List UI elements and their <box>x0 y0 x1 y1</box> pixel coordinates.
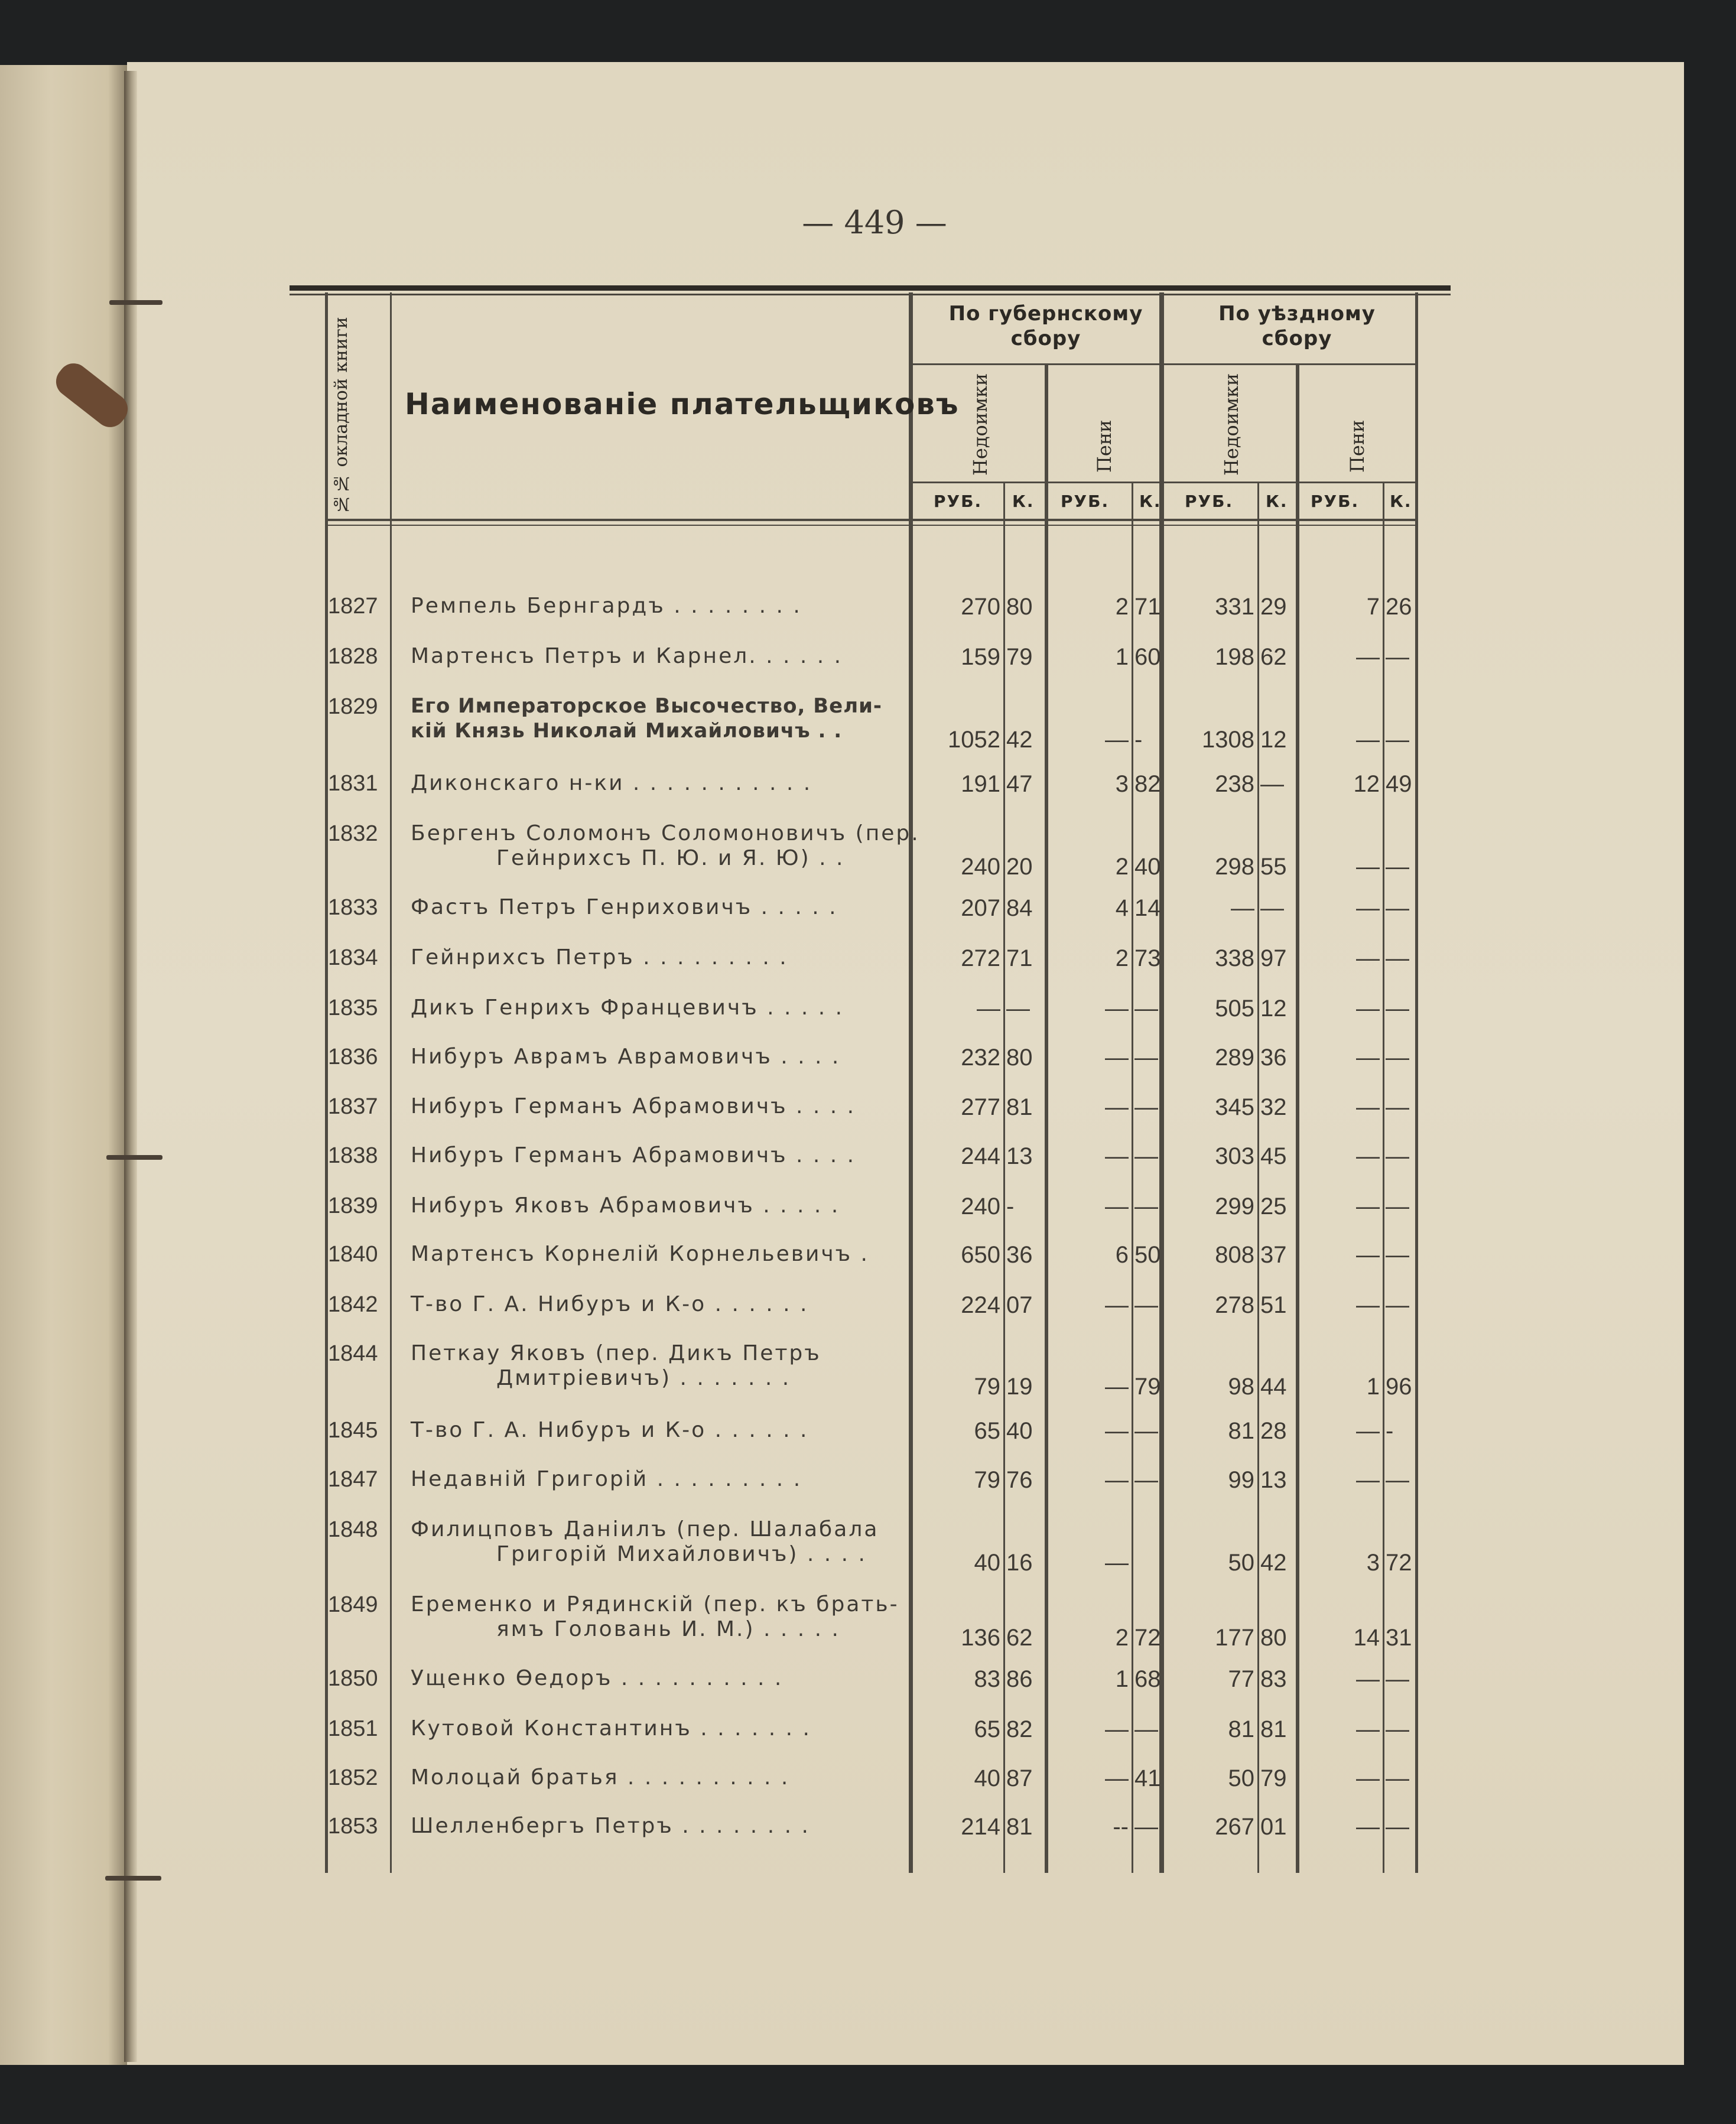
amount-u-n-r: 98 <box>1228 1374 1254 1400</box>
amount-u-p-r: — <box>1356 1467 1380 1493</box>
book-number: 1845 <box>328 1418 378 1443</box>
book-number: 1842 <box>328 1292 378 1317</box>
amount-g-n-k: 16 <box>1006 1550 1033 1576</box>
payer-name: Мартенсъ Петръ и Карнел. . . . . . <box>411 644 843 668</box>
amount-u-n-r: 50 <box>1228 1550 1254 1576</box>
amount-g-p-k: — <box>1134 1045 1158 1071</box>
payer-name: Бергенъ Соломонъ Соломоновичъ (пер. <box>411 821 920 845</box>
amount-u-p-r: — <box>1356 895 1380 921</box>
amount-u-n-r: 77 <box>1228 1666 1254 1692</box>
unit-kop: К. <box>1266 492 1288 511</box>
amount-g-p-r: — <box>1105 1418 1129 1444</box>
amount-u-n-k: 12 <box>1260 996 1287 1022</box>
header-penalties: Пени <box>1093 419 1116 473</box>
amount-u-p-r: — <box>1356 1814 1380 1840</box>
book-number: 1850 <box>328 1666 378 1691</box>
amount-u-n-k: 83 <box>1260 1666 1287 1692</box>
amount-u-n-k: 81 <box>1260 1716 1287 1742</box>
payer-name: Недавній Григорій . . . . . . . . . <box>411 1467 802 1491</box>
column-rule <box>1257 482 1259 1873</box>
amount-u-n-r: — <box>1231 895 1254 921</box>
amount-g-p-k: — <box>1134 1814 1158 1840</box>
amount-g-p-r: 6 <box>1115 1242 1129 1268</box>
amount-u-n-k: 36 <box>1260 1045 1287 1071</box>
amount-g-n-r: 272 <box>961 945 1000 971</box>
left-page-edge <box>0 65 127 2065</box>
column-rule <box>1383 482 1384 1873</box>
amount-g-p-r: 4 <box>1115 895 1129 921</box>
amount-g-p-k: 68 <box>1134 1666 1161 1692</box>
top-rule-thin <box>290 294 1451 295</box>
amount-g-n-k: 80 <box>1006 594 1033 620</box>
header-rule <box>913 363 1415 365</box>
amount-g-n-k: 81 <box>1006 1094 1033 1120</box>
column-rule <box>1132 482 1133 1873</box>
amount-g-p-k: 41 <box>1134 1765 1161 1791</box>
amount-g-p-k: — <box>1134 996 1158 1022</box>
book-spine <box>124 71 137 2062</box>
amount-g-n-r: 40 <box>974 1765 1000 1791</box>
amount-g-n-r: 40 <box>974 1550 1000 1576</box>
amount-g-n-r: 65 <box>974 1418 1000 1444</box>
payer-name: Филицповъ Даніилъ (пер. Шалабала <box>411 1517 879 1541</box>
amount-u-p-k: — <box>1386 996 1409 1022</box>
amount-g-n-r: 650 <box>961 1242 1000 1268</box>
book-number: 1853 <box>328 1814 378 1839</box>
page-number: — 449 — <box>802 204 947 241</box>
amount-u-n-k: 55 <box>1260 854 1287 880</box>
amount-u-n-r: 303 <box>1215 1143 1254 1169</box>
book-number: 1839 <box>328 1193 378 1218</box>
unit-kop: К. <box>1390 492 1412 511</box>
amount-u-p-k: — <box>1386 1094 1409 1120</box>
amount-u-n-r: 81 <box>1228 1418 1254 1444</box>
amount-g-n-k: 40 <box>1006 1418 1033 1444</box>
amount-g-p-k: — <box>1134 1418 1158 1444</box>
amount-u-n-r: 331 <box>1215 594 1254 620</box>
amount-g-p-k: 79 <box>1134 1374 1161 1400</box>
amount-u-n-k: 25 <box>1260 1193 1287 1219</box>
amount-u-p-k: — <box>1386 1143 1409 1169</box>
amount-g-n-r: 79 <box>974 1374 1000 1400</box>
book-number: 1836 <box>328 1045 378 1069</box>
amount-u-n-r: 345 <box>1215 1094 1254 1120</box>
amount-u-n-k: 62 <box>1260 644 1287 670</box>
amount-g-n-k: 19 <box>1006 1374 1033 1400</box>
payer-name: Гейнрихсъ Петръ . . . . . . . . . <box>411 945 788 970</box>
amount-u-n-r: 99 <box>1228 1467 1254 1493</box>
amount-u-n-r: 298 <box>1215 854 1254 880</box>
payer-name: Петкау Яковъ (пер. Дикъ Петръ <box>411 1341 821 1365</box>
payer-name: Шелленбергъ Петръ . . . . . . . . <box>411 1814 810 1838</box>
amount-u-p-r: 3 <box>1366 1550 1380 1576</box>
amount-u-n-k: — <box>1260 895 1284 921</box>
payer-name: Ущенко Өедоръ . . . . . . . . . . <box>411 1666 784 1690</box>
amount-u-p-r: — <box>1356 644 1380 670</box>
amount-g-p-k: 40 <box>1134 854 1161 880</box>
amount-g-n-k: 84 <box>1006 895 1033 921</box>
column-rule <box>909 292 913 1873</box>
amount-g-p-r: — <box>1105 1143 1129 1169</box>
amount-u-p-k: — <box>1386 644 1409 670</box>
book-number: 1838 <box>328 1143 378 1168</box>
book-number: 1852 <box>328 1765 378 1790</box>
amount-g-n-r: 83 <box>974 1666 1000 1692</box>
amount-u-n-k: — <box>1260 771 1284 797</box>
amount-g-n-r: 1052 <box>948 727 1000 753</box>
amount-g-p-k: 82 <box>1134 771 1161 797</box>
amount-g-n-r: 79 <box>974 1467 1000 1493</box>
amount-u-p-r: — <box>1356 1094 1380 1120</box>
amount-g-n-k: 86 <box>1006 1666 1033 1692</box>
amount-g-p-r: — <box>1105 996 1129 1022</box>
amount-g-p-r: — <box>1105 1292 1129 1318</box>
amount-g-n-r: 214 <box>961 1814 1000 1840</box>
amount-g-n-r: 277 <box>961 1094 1000 1120</box>
amount-u-p-r: — <box>1356 1765 1380 1791</box>
amount-g-p-r: 3 <box>1115 771 1129 797</box>
amount-g-n-r: 224 <box>961 1292 1000 1318</box>
amount-g-n-k: 71 <box>1006 945 1033 971</box>
amount-g-p-r: — <box>1105 1550 1129 1576</box>
column-rule <box>1415 292 1418 1873</box>
amount-g-p-r: — <box>1105 1094 1129 1120</box>
amount-g-n-k: 07 <box>1006 1292 1033 1318</box>
amount-g-p-r: — <box>1105 1045 1129 1071</box>
amount-u-n-r: 177 <box>1215 1625 1254 1651</box>
payer-name: Нибуръ Германъ Абрамовичъ . . . . <box>411 1094 856 1118</box>
book-number: 1840 <box>328 1242 378 1267</box>
amount-u-p-r: 1 <box>1366 1374 1380 1400</box>
amount-g-n-r: — <box>977 996 1000 1022</box>
amount-u-p-r: — <box>1356 1193 1380 1219</box>
book-number: 1849 <box>328 1592 378 1617</box>
amount-g-n-k: - <box>1006 1193 1015 1219</box>
header-rule <box>325 519 1418 521</box>
amount-g-p-k: — <box>1134 1716 1158 1742</box>
amount-u-n-k: 01 <box>1260 1814 1287 1840</box>
column-rule <box>390 292 392 1873</box>
amount-u-n-r: 808 <box>1215 1242 1254 1268</box>
binding-thread <box>109 300 162 305</box>
amount-g-p-r: — <box>1105 1193 1129 1219</box>
amount-g-n-k: 36 <box>1006 1242 1033 1268</box>
amount-g-n-r: 270 <box>961 594 1000 620</box>
header-payer-name: Наименованіе плательщиковъ <box>405 387 960 421</box>
unit-rub: РУБ. <box>1311 492 1360 511</box>
book-number: 1844 <box>328 1341 378 1366</box>
amount-g-n-r: 65 <box>974 1716 1000 1742</box>
amount-u-n-k: 12 <box>1260 727 1287 753</box>
amount-g-p-r: — <box>1105 1467 1129 1493</box>
unit-rub: РУБ. <box>1061 492 1110 511</box>
amount-u-n-r: 505 <box>1215 996 1254 1022</box>
payer-name: Дикъ Генрихъ Францевичъ . . . . . <box>411 996 844 1020</box>
payer-name: Молоцай братья . . . . . . . . . . <box>411 1765 790 1790</box>
amount-u-n-k: 37 <box>1260 1242 1287 1268</box>
amount-u-p-k: — <box>1386 1045 1409 1071</box>
amount-g-n-k: 87 <box>1006 1765 1033 1791</box>
amount-u-p-r: — <box>1356 1292 1380 1318</box>
book-number: 1828 <box>328 644 378 669</box>
amount-u-n-k: 29 <box>1260 594 1287 620</box>
column-rule <box>1045 363 1048 1873</box>
amount-u-p-r: 7 <box>1366 594 1380 620</box>
amount-u-n-k: 45 <box>1260 1143 1287 1169</box>
amount-u-p-k: 26 <box>1386 594 1412 620</box>
amount-g-p-k: 50 <box>1134 1242 1161 1268</box>
amount-u-n-r: 198 <box>1215 644 1254 670</box>
amount-g-n-k: 62 <box>1006 1625 1033 1651</box>
amount-u-p-r: — <box>1356 854 1380 880</box>
amount-g-n-r: 207 <box>961 895 1000 921</box>
amount-u-n-r: 81 <box>1228 1716 1254 1742</box>
amount-u-p-k: 72 <box>1386 1550 1412 1576</box>
amount-g-p-r: 1 <box>1115 644 1129 670</box>
amount-g-n-k: — <box>1006 996 1030 1022</box>
book-number: 1833 <box>328 895 378 920</box>
amount-g-n-r: 240 <box>961 1193 1000 1219</box>
amount-g-n-k: 82 <box>1006 1716 1033 1742</box>
amount-u-p-k: — <box>1386 1292 1409 1318</box>
amount-u-n-k: 44 <box>1260 1374 1287 1400</box>
book-number: 1835 <box>328 996 378 1020</box>
payer-name: Его Императорское Высочество, Вели- <box>411 694 883 718</box>
payer-name: Мартенсъ Корнелій Корнельевичъ . <box>411 1242 869 1266</box>
amount-u-n-k: 79 <box>1260 1765 1287 1791</box>
book-number: 1848 <box>328 1517 378 1542</box>
book-number: 1827 <box>328 594 378 619</box>
amount-g-n-r: 159 <box>961 644 1000 670</box>
amount-u-p-r: — <box>1356 1716 1380 1742</box>
amount-g-p-r: 2 <box>1115 1625 1129 1651</box>
amount-u-n-k: 13 <box>1260 1467 1287 1493</box>
amount-u-n-k: 28 <box>1260 1418 1287 1444</box>
payer-name: Нибуръ Аврамъ Аврамовичъ . . . . <box>411 1045 841 1069</box>
column-rule <box>1003 482 1005 1873</box>
amount-g-n-r: 240 <box>961 854 1000 880</box>
amount-g-p-r: — <box>1105 727 1129 753</box>
amount-u-p-k: — <box>1386 1666 1409 1692</box>
amount-u-p-k: — <box>1386 1467 1409 1493</box>
amount-g-p-k: - <box>1134 727 1143 753</box>
amount-u-p-k: — <box>1386 1193 1409 1219</box>
amount-u-n-r: 338 <box>1215 945 1254 971</box>
amount-g-n-k: 42 <box>1006 727 1033 753</box>
amount-u-p-r: — <box>1356 1045 1380 1071</box>
book-number: 1829 <box>328 694 378 719</box>
unit-rub: РУБ. <box>934 492 983 511</box>
amount-u-p-r: — <box>1356 996 1380 1022</box>
amount-u-n-k: 32 <box>1260 1094 1287 1120</box>
amount-g-p-r: 2 <box>1115 594 1129 620</box>
amount-g-p-k: — <box>1134 1193 1158 1219</box>
column-rule <box>325 292 328 1873</box>
header-penalties: Пени <box>1346 419 1368 473</box>
payer-name: Нибуръ Яковъ Абрамовичъ . . . . . <box>411 1193 840 1218</box>
amount-g-n-r: 244 <box>961 1143 1000 1169</box>
amount-u-p-r: — <box>1356 1418 1380 1444</box>
amount-u-p-k: — <box>1386 1814 1409 1840</box>
header-district-fee: По уѣздному сбору <box>1218 302 1376 350</box>
amount-g-p-k: 14 <box>1134 895 1161 921</box>
amount-g-p-k: 71 <box>1134 594 1161 620</box>
unit-kop: К. <box>1012 492 1035 511</box>
amount-u-p-r: — <box>1356 1242 1380 1268</box>
amount-g-p-r: -- <box>1113 1814 1129 1840</box>
amount-g-n-r: 136 <box>961 1625 1000 1651</box>
amount-u-p-k: — <box>1386 1242 1409 1268</box>
amount-u-n-k: 51 <box>1260 1292 1287 1318</box>
amount-g-n-k: 76 <box>1006 1467 1033 1493</box>
amount-g-n-k: 80 <box>1006 1045 1033 1071</box>
amount-u-p-k: — <box>1386 727 1409 753</box>
book-number: 1851 <box>328 1716 378 1741</box>
amount-u-n-r: 1308 <box>1202 727 1254 753</box>
header-provincial-fee: По губернскому сбору <box>948 302 1143 350</box>
amount-g-p-k: — <box>1134 1094 1158 1120</box>
amount-u-n-r: 289 <box>1215 1045 1254 1071</box>
book-number: 1847 <box>328 1467 378 1492</box>
header-arrears: Недоимки <box>1220 373 1243 476</box>
amount-u-n-k: 80 <box>1260 1625 1287 1651</box>
binding-thread <box>106 1155 162 1160</box>
amount-g-p-r: 2 <box>1115 945 1129 971</box>
amount-g-p-r: 1 <box>1115 1666 1129 1692</box>
amount-u-n-r: 299 <box>1215 1193 1254 1219</box>
amount-g-n-r: 232 <box>961 1045 1000 1071</box>
amount-u-p-k: — <box>1386 945 1409 971</box>
book-number: 1834 <box>328 945 378 970</box>
amount-g-n-k: 47 <box>1006 771 1033 797</box>
amount-u-n-k: 97 <box>1260 945 1287 971</box>
amount-u-p-r: 12 <box>1353 771 1380 797</box>
amount-u-n-k: 42 <box>1260 1550 1287 1576</box>
amount-u-p-r: — <box>1356 727 1380 753</box>
amount-u-p-k: — <box>1386 1716 1409 1742</box>
payer-name: Т-во Г. А. Нибуръ и К-о . . . . . . <box>411 1418 809 1442</box>
amount-g-p-r: — <box>1105 1374 1129 1400</box>
amount-u-p-k: - <box>1386 1418 1394 1444</box>
payer-name-cont: Дмитріевичъ) . . . . . . . <box>496 1366 791 1390</box>
book-number: 1837 <box>328 1094 378 1119</box>
amount-u-n-r: 267 <box>1215 1814 1254 1840</box>
header-arrears: Недоимки <box>969 373 991 476</box>
binding-thread <box>105 1876 161 1881</box>
book-number: 1832 <box>328 821 378 846</box>
amount-u-n-r: 238 <box>1215 771 1254 797</box>
amount-u-p-r: — <box>1356 945 1380 971</box>
payer-name-cont: кій Князь Николай Михайловичъ . . <box>411 719 843 743</box>
amount-u-p-k: — <box>1386 895 1409 921</box>
amount-u-n-r: 50 <box>1228 1765 1254 1791</box>
unit-kop: К. <box>1139 492 1162 511</box>
amount-u-p-k: 49 <box>1386 771 1412 797</box>
payer-name-cont: Гейнрихсъ П. Ю. и Я. Ю) . . <box>496 846 845 870</box>
amount-g-p-k: 73 <box>1134 945 1161 971</box>
book-number: 1831 <box>328 771 378 796</box>
amount-u-n-r: 278 <box>1215 1292 1254 1318</box>
amount-g-n-k: 13 <box>1006 1143 1033 1169</box>
amount-u-p-k: — <box>1386 854 1409 880</box>
payer-name-cont: ямъ Головань И. М.) . . . . . <box>496 1617 840 1641</box>
header-rule <box>325 525 1418 526</box>
amount-u-p-r: — <box>1356 1143 1380 1169</box>
unit-rub: РУБ. <box>1185 492 1234 511</box>
header-book-number: №№ окладной книги <box>331 317 352 514</box>
amount-g-n-k: 79 <box>1006 644 1033 670</box>
payer-name: Кутовой Константинъ . . . . . . . <box>411 1716 811 1741</box>
amount-g-p-k: 60 <box>1134 644 1161 670</box>
amount-g-n-k: 81 <box>1006 1814 1033 1840</box>
amount-g-n-k: 20 <box>1006 854 1033 880</box>
amount-u-p-k: — <box>1386 1765 1409 1791</box>
amount-g-p-k: 72 <box>1134 1625 1161 1651</box>
amount-g-p-k: — <box>1134 1467 1158 1493</box>
amount-g-p-r: — <box>1105 1765 1129 1791</box>
amount-u-p-r: — <box>1356 1666 1380 1692</box>
amount-g-p-k: — <box>1134 1292 1158 1318</box>
payer-name: Диконскаго н-ки . . . . . . . . . . . <box>411 771 812 795</box>
payer-name: Фастъ Петръ Генриховичъ . . . . . <box>411 895 838 919</box>
amount-u-p-k: 31 <box>1386 1625 1412 1651</box>
payer-name: Т-во Г. А. Нибуръ и К-о . . . . . . <box>411 1292 809 1316</box>
amount-g-n-r: 191 <box>961 771 1000 797</box>
payer-name: Нибуръ Германъ Абрамовичъ . . . . <box>411 1143 856 1167</box>
amount-u-p-r: 14 <box>1353 1625 1380 1651</box>
payer-name: Ремпель Бернгардъ . . . . . . . . <box>411 594 802 618</box>
payer-name: Еременко и Рядинскій (пер. къ брать- <box>411 1592 899 1616</box>
amount-g-p-r: 2 <box>1115 854 1129 880</box>
amount-u-p-k: 96 <box>1386 1374 1412 1400</box>
top-rule <box>290 285 1451 291</box>
payer-name-cont: Григорій Михайловичъ) . . . . <box>496 1542 867 1566</box>
amount-g-p-k: — <box>1134 1143 1158 1169</box>
header-rule <box>913 482 1415 483</box>
amount-g-p-r: — <box>1105 1716 1129 1742</box>
